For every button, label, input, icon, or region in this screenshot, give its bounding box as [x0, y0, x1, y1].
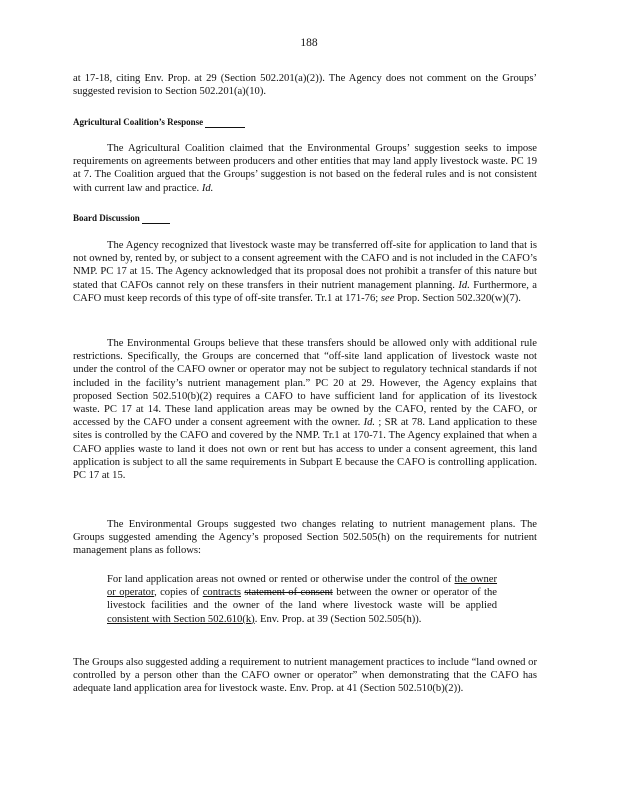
- page-number: 188: [300, 37, 318, 49]
- board-paragraph-1: [73, 239, 537, 305]
- quote-text-1: For land application areas not owned or rented or otherwise under the control of: [107, 574, 452, 585]
- heading-agricultural-coalition-text: Agricultural Coalition’s Response: [73, 117, 204, 127]
- quote-text-3: between the owner or operator of the livestock facilities and the owner of the land where livestock waste will be applied: [107, 587, 497, 612]
- board-p1-text-b: Furthermore, a CAFO must keep records of this type of off-site transfer. Tr.1 at 171-76;: [73, 279, 538, 304]
- heading-underline: [142, 214, 170, 224]
- block-quote: [107, 573, 497, 626]
- quote-text-4: . Env. Prop. at 39 (Section 502.505(h)).: [254, 613, 422, 625]
- heading-board-discussion-text: Board Discussion: [73, 213, 140, 223]
- quote-strikethrough: statement of consent: [244, 587, 333, 599]
- board-paragraph-3: The Environmental Groups suggested two changes relating to nutrient management plans. The Groups suggested amending the Agency’s proposed Section 502.505(h) on the requirements for nutrient management plans as follows:: [73, 519, 537, 557]
- ag-para-id: Id.: [201, 182, 214, 194]
- board-p1-text-a: The Agency recognized that livestock waste may be transferred off-site for application to land that is not owned by, rented by, or subject to a consent agreement with the CAFO and is not included in the CAFO’s NMP. PC 17 at 15. The Agency acknowledged that its proposal does not prohibit a transfer of this nature but stated that CAFOs cannot rely on these transfers in their nutrient management planning.: [73, 240, 537, 291]
- board-p1-text-c: Prop. Section 502.320(w)(7).: [397, 292, 521, 304]
- intro-paragraph: at 17-18, citing Env. Prop. at 29 (Section 502.201(a)(2)). The Agency does not comment on the Groups’ suggested revision to Section 502.201(a)(10).: [73, 73, 537, 98]
- board-p2-id: Id.: [363, 417, 376, 429]
- heading-agricultural-coalition: [73, 117, 245, 128]
- quote-underline-1: the owner or operator: [107, 574, 498, 599]
- quote-underline-2: contracts: [202, 587, 241, 599]
- board-p1-id: Id.: [458, 279, 470, 291]
- final-paragraph: The Groups also suggested adding a requirement to nutrient management practices to include “land owned or controlled by a person other than the CAFO owner or operator” when demonstrating that the CAFO has adequate land application area for livestock waste. Env. Prop. at 41 (Section 502.510(b)(2)).: [73, 657, 537, 695]
- board-p1-see: see: [380, 292, 395, 304]
- quote-underline-3: consistent with Section 502.610(k): [107, 613, 255, 625]
- agricultural-coalition-paragraph: [73, 142, 537, 195]
- board-paragraph-2: [73, 337, 537, 482]
- heading-board-discussion: [73, 213, 170, 224]
- quote-text-2: , copies of: [154, 587, 200, 599]
- board-p2-text-b: ; SR at 78. Land application to these sites is controlled by the CAFO and covered by the NMP. Tr.1 at 170-71. The Agency explained that when a CAFO applies waste to land it does not own or rent but has access to under a consent agreement, this land application is subject to all the same requirements in Subpart E because the CAFO is controlling application. PC 17 at 15.: [73, 417, 538, 482]
- board-p2-text-a: The Environmental Groups believe that these transfers should be allowed only with additional rule restrictions. Specifically, the Groups are concerned that “off-site land application of livestock waste not under the control of the CAFO owner or operator may not be subject to regulatory technical standards if not included in the facility’s nutrient management plan.” PC 20 at 29. However, the Agency explains that proposed Section 502.510(b)(2) requires a CAFO to have sufficient land for application of its livestock waste. PC 17 at 14. These land application areas may be owned by the CAFO, rented by the CAFO, or accessed by the CAFO under a consent agreement with the owner.: [73, 338, 537, 429]
- ag-para-text: The Agricultural Coalition claimed that the Environmental Groups’ suggestion seeks to impose requirements on agreements between producers and other entities that may land apply livestock waste. PC 19 at 7. The Coalition argued that the Groups’ suggestion is not based on the federal rules and is not consistent with current law and practice.: [73, 143, 537, 194]
- heading-underline: [205, 118, 245, 128]
